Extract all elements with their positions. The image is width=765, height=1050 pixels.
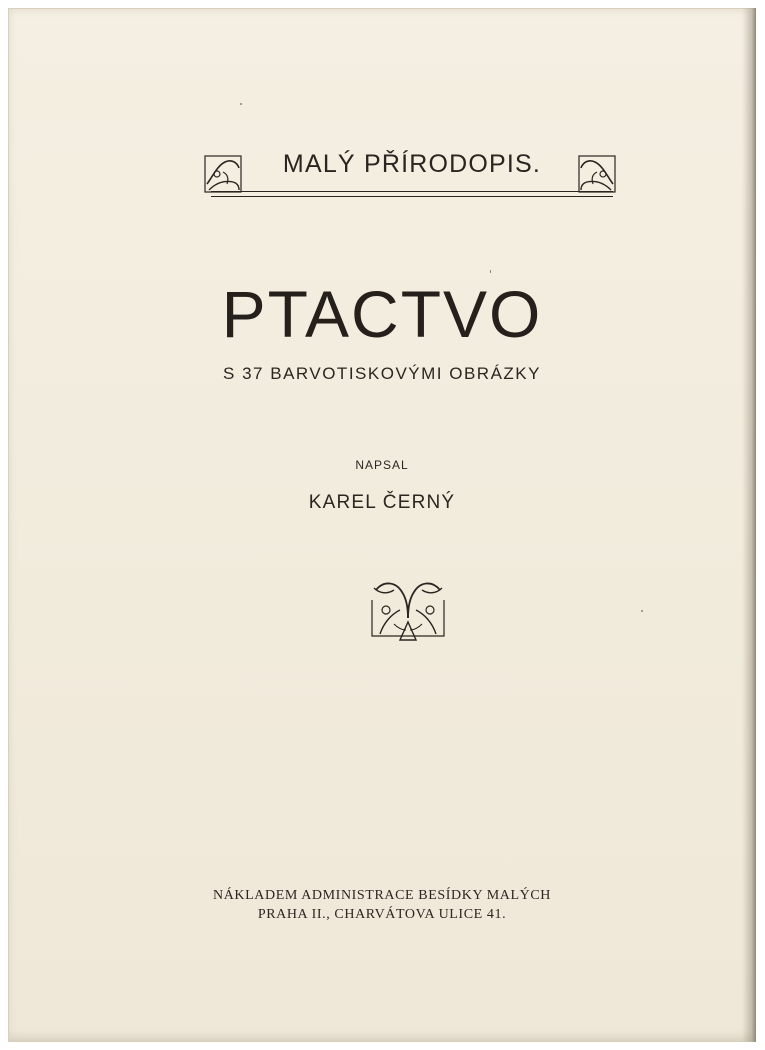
paper-speck [490,270,491,273]
series-double-rule [211,191,613,197]
art-nouveau-ornament-icon [370,578,446,644]
publisher-line-1: NÁKLADEM ADMINISTRACE BESÍDKY MALÝCH [212,888,552,903]
book-title: PTACTVO [221,277,543,351]
author-label: NAPSAL [355,458,409,472]
book-subtitle: S 37 BARVOTISKOVÝMI OBRÁZKY [223,364,541,383]
title-page [8,8,756,1042]
paper-speck [641,610,643,612]
author-name: KAREL ČERNÝ [308,492,456,513]
series-title: MALÝ PŘÍRODOPIS. [282,150,542,178]
publisher-line-2: PRAHA II., CHARVÁTOVA ULICE 41. [257,907,507,922]
publisher-imprint [8,886,756,924]
paper-speck [240,103,242,105]
series-header [203,146,621,198]
art-nouveau-vignette-icon [577,154,617,194]
